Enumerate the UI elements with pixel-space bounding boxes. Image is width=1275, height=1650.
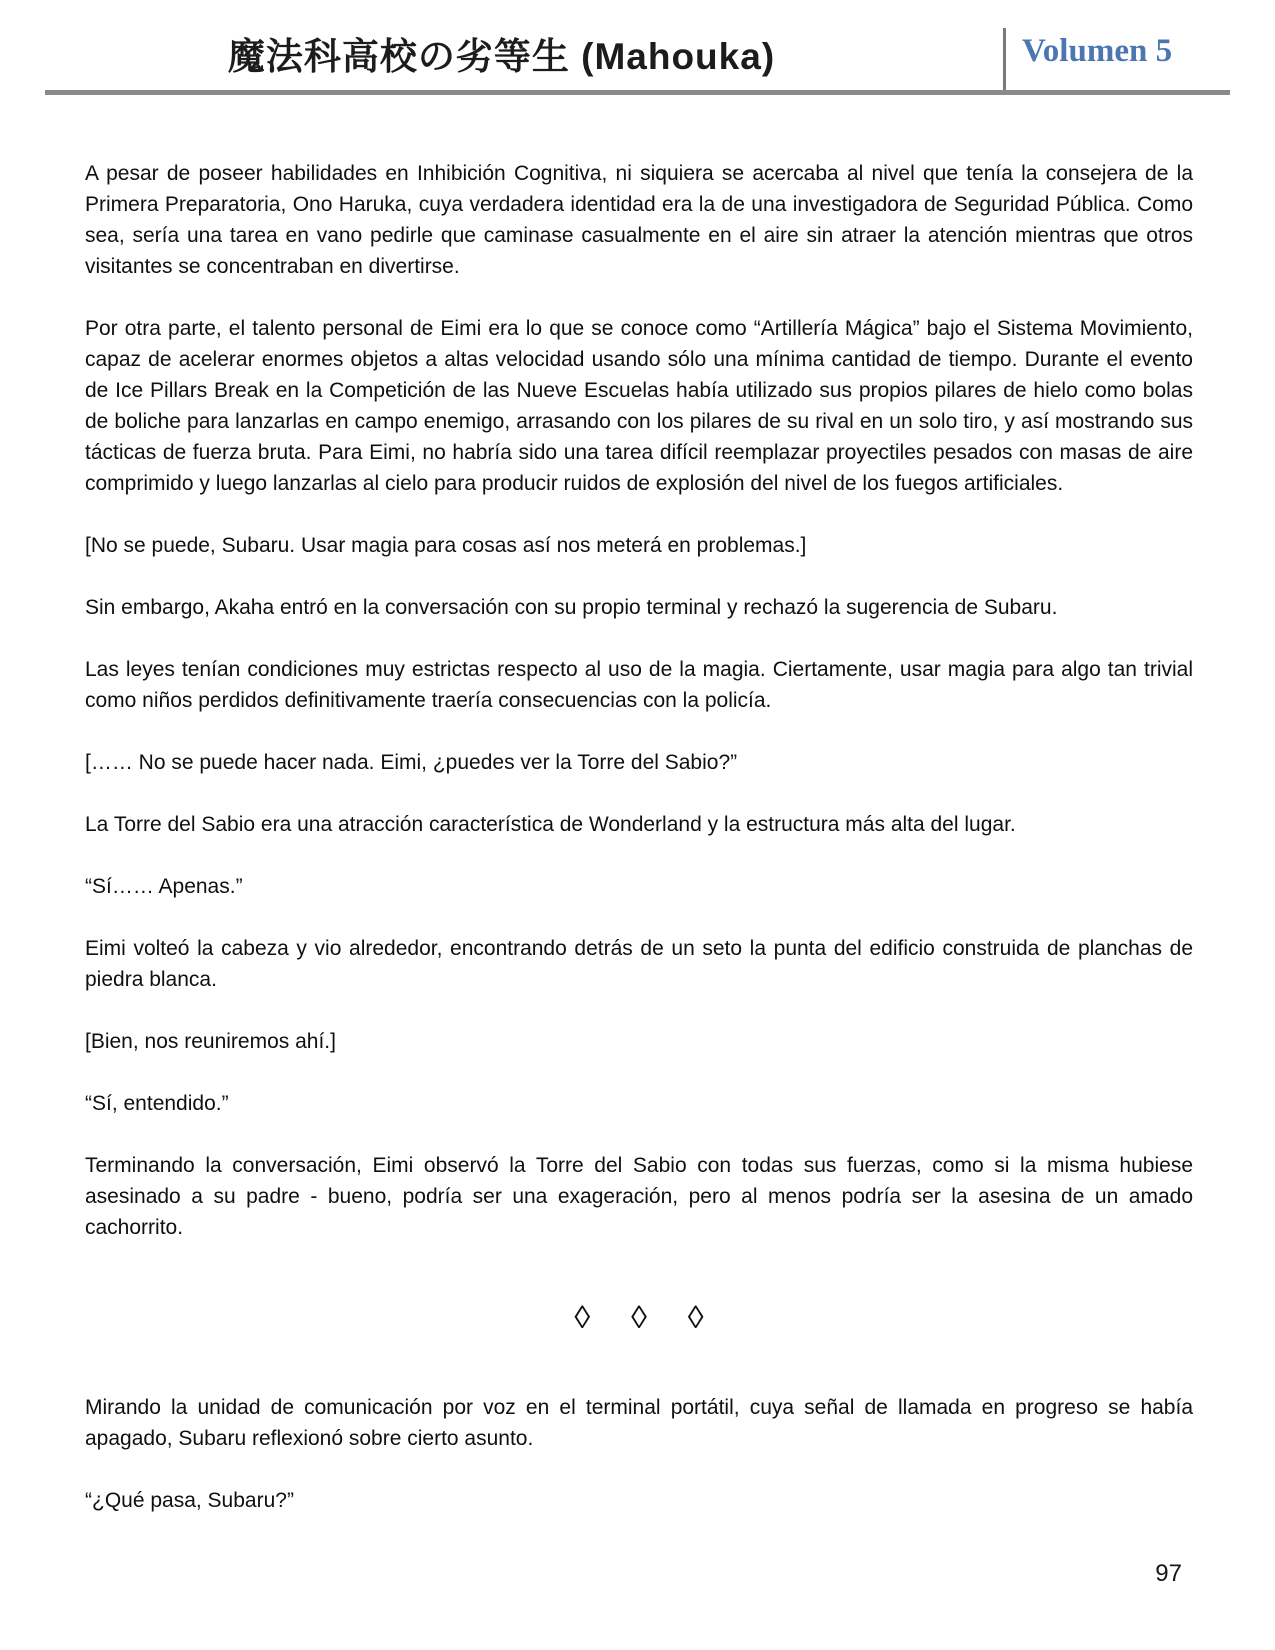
paragraph: Las leyes tenían condiciones muy estrictas respecto al uso de la magia. Ciertamente, usar magia para algo tan trivial como niños perdidos definitivamente traería consecuencias con la policía. xyxy=(85,658,1193,712)
page-number: 97 xyxy=(1155,1560,1182,1587)
dialogue-line: […… No se puede hacer nada. Eimi, ¿puedes ver la Torre del Sabio?” xyxy=(85,751,738,774)
paragraph: Eimi volteó la cabeza y vio alrededor, encontrando detrás de un seto la punta del edificio construida de planchas de piedra blanca. xyxy=(85,937,1193,991)
dialogue-line: [No se puede, Subaru. Usar magia para cosas así nos meterá en problemas.] xyxy=(85,534,807,557)
dialogue-line: [Bien, nos reuniremos ahí.] xyxy=(85,1030,336,1053)
header-vertical-divider xyxy=(1003,28,1006,90)
paragraph: A pesar de poseer habilidades en Inhibición Cognitiva, ni siquiera se acercaba al nivel que tenía la consejera de la Primera Preparatoria, Ono Haruka, cuya verdadera identidad era la de una investigadora de Seguridad Pública. Como sea, sería una tarea en vano pedirle que caminase casualmente en el aire sin atraer la atención mientras que otros visitantes se concentraban en divertirse. xyxy=(85,162,1193,278)
paragraph: Sin embargo, Akaha entró en la conversación con su propio terminal y rechazó la sugerencia de Subaru. xyxy=(85,596,1058,619)
paragraph: Mirando la unidad de comunicación por voz en el terminal portátil, cuya señal de llamada en progreso se había apagado, Subaru reflexionó sobre cierto asunto. xyxy=(85,1396,1193,1450)
dialogue-line: “¿Qué pasa, Subaru?” xyxy=(85,1489,294,1512)
page-header-title: 魔法科高校の劣等生 (Mahouka) xyxy=(227,36,776,77)
header-horizontal-rule xyxy=(45,90,1230,95)
paragraph: Por otra parte, el talento personal de Eimi era lo que se conoce como “Artillería Mágica” bajo el Sistema Movimiento, capaz de acelerar enormes objetos a altas velocidad usando sólo una mínima cantidad de tiempo. Durante el evento de Ice Pillars Break en la Competición de las Nueve Escuelas había utilizado sus propios pilares de hielo como bolas de boliche para lanzarlas en campo enemigo, arrasando con los pilares de su rival en un solo tiro, y así mostrando sus tácticas de fuerza bruta. Para Eimi, no habría sido una tarea difícil reemplazar proyectiles pesados con masas de aire comprimido y luego lanzarlas al cielo para producir ruidos de explosión del nivel de los fuegos artificiales. xyxy=(85,317,1193,495)
page-body xyxy=(85,158,1193,1547)
paragraph: La Torre del Sabio era una atracción característica de Wonderland y la estructura más alta del lugar. xyxy=(85,813,1016,836)
paragraph: Terminando la conversación, Eimi observó la Torre del Sabio con todas sus fuerzas, como si la misma hubiese asesinado a su padre - bueno, podría ser una exageración, pero al menos podría ser la asesina de un amado cachorrito. xyxy=(85,1154,1193,1239)
section-separator: ◊ ◊ ◊ xyxy=(574,1299,720,1335)
dialogue-line: “Sí…… Apenas.” xyxy=(85,875,243,898)
dialogue-line: “Sí, entendido.” xyxy=(85,1092,229,1115)
volume-label: Volumen 5 xyxy=(1022,33,1173,69)
